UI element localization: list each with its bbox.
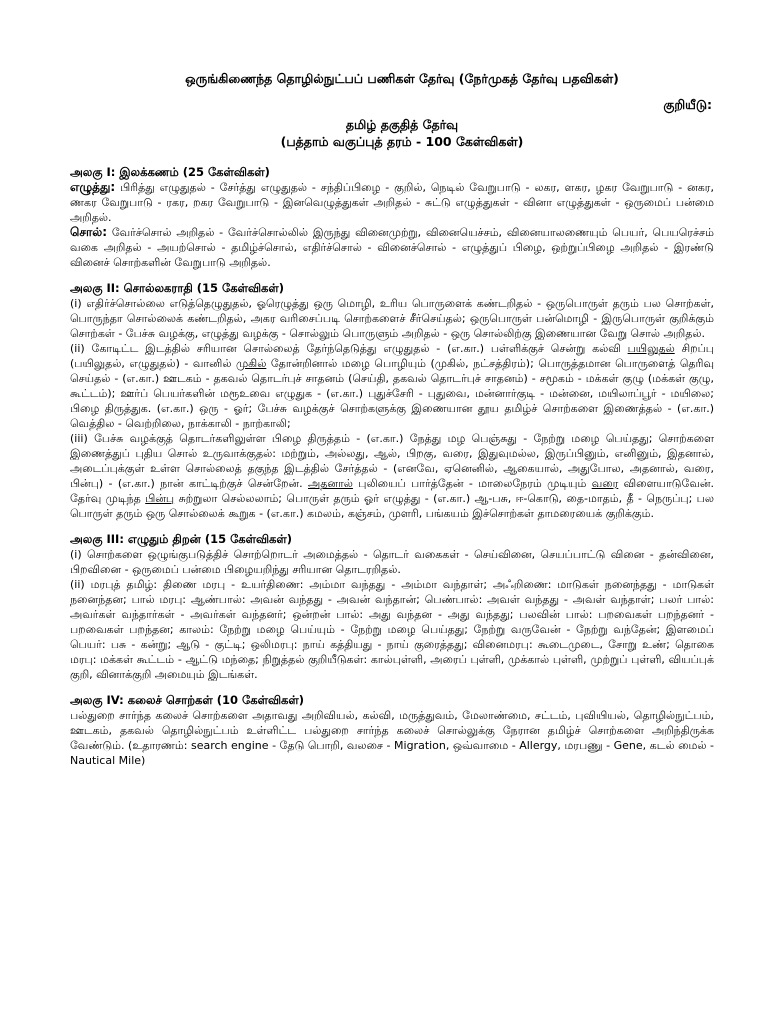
- unit-2-item-ii: [70, 341, 714, 431]
- unit-4-paragraph: பல்துறை சார்ந்த கலைச் சொற்களை அதாவது அறிவியல், கல்வி, மருத்துவம், மேலாண்மை, சட்டம், புவியியல், தொழில்நுட்பம், ஊடகம், தகவல் தொழில்நுட்பம் உள்ளிட்ட பல்துறை சார்ந்த கலைச் சொல்லுக்கு நேரான தமிழ்ச் சொற்களை அறிந்திருக்க வேண்டும். (உதாரணம்: search engine - தேடு பொறி, வலசை - Migration, ஒவ்வாமை - Allergy, மரபணு - Gene, கடல் மைல் - Nautical Mile): [70, 709, 714, 767]
- item-number: (i): [70, 548, 82, 561]
- underlined-word: பயிலுதல்: [627, 342, 675, 355]
- item-text: எதிர்ச்சொல்லை எடுத்தெழுதுதல், ஓரெழுத்து ஒரு மொழி, உரிய பொருளைக் கண்டறிதல் - ஒருபொருள் தரும் பல சொற்கள், பொருந்தா சொல்லைக் கண்டறிதல், அகர வரிசைப்படி சொற்களைச் சீர்செய்தல்; ஒருபொருள் பன்மொழி - இருபொருள் குறிக்கும் சொற்கள் - பேச்சு வழக்கு, எழுத்து வழக்கு - சொல்லும் பொருளும் அறிதல் - ஒரு சொல்லிற்கு இணையான வேறு சொல் அறிதல்.: [70, 297, 714, 340]
- letters-text: பிரித்து எழுதுதல் - சேர்த்து எழுதுதல் - சந்திப்பிழை - குறில், நெடில் வேறுபாடு - லகர, ளகர, ழகர வேறுபாடு - னகர, ணகர வேறுபாடு - ரகர, றகர வேறுபாடு - இனவெழுத்துகள் அறிதல் - சுட்டு எழுத்துகள் - வினா எழுத்துகள் - ஒருமைப் பன்மை அறிதல்.: [70, 181, 714, 224]
- unit-3-item-i: [70, 547, 714, 577]
- underlined-word: பின்பு: [145, 492, 175, 505]
- underlined-word: அதனால்: [308, 477, 353, 490]
- words-text: வேர்ச்சொல் அறிதல் - வேர்ச்சொல்லில் இருந்து வினைமுற்று, வினையெச்சம், வினையாலணையும் பெயர், பெயரெச்சம் வகை அறிதல் - அயற்சொல் - தமிழ்ச்சொல், எதிர்ச்சொல் - வினைச்சொல் - எழுத்துப் பிழை, ஒற்றுப்பிழை அறிதல் - இரண்டு வினைச் சொற்களின் வேறுபாடு அறிதல்.: [70, 226, 714, 269]
- item-number: (ii): [70, 578, 85, 591]
- item-text: சுற்றுலா செல்லலாம்; பொருள் தரும் ஓர் எழுத்து - (எ.கா.) ஆ-பசு, ஈ-கொடு, தை-மாதம், தீ - நெருப்பு; பல பொருள் தரும் ஒரு சொல்லைக் கூறுக - (எ.கா.) கமலம், கஞ்சம், முளரி, பங்கயம் இச்சொற்கள் தாமரையைக் குறிக்கும்.: [70, 492, 714, 520]
- unit-4-section: [70, 692, 714, 768]
- exam-subtitle: (பத்தாம் வகுப்புத் தரம் - 100 கேள்விகள்): [280, 134, 524, 149]
- unit-2-item-i: [70, 296, 714, 341]
- unit-2-item-iii: [70, 431, 714, 521]
- item-number: (ii): [70, 342, 85, 355]
- item-text: பேச்சு வழக்குத் தொடர்களிலுள்ள பிழை திருத்தம் - (எ.கா.) நேத்து மழ பெஞ்சுது - நேற்று மழை பெய்தது; சொற்களை இணைத்துப் புதிய சொல் உருவாக்குதல்: மற்றும், அல்லது, ஆல், பிறகு, வரை, இதுவுமல்ல, இருப்பினும், எனினும், இதனால், அடைப்புக்குள் உள்ள சொல்லைத் தகுந்த இடத்தில் சேர்த்தல் - (எனவே, ஏனெனில், ஆகையால், அதுபோல, அதனால், வரை, பின்பு) - (எ.கா.) நான் காட்டிற்குச் சென்றேன்.: [70, 432, 714, 490]
- exam-title: தமிழ் தகுதித் தேர்வு: [345, 117, 459, 132]
- item-number: (i): [70, 297, 82, 310]
- item-text: சொற்களை ஒழுங்குபடுத்திச் சொற்றொடர் அமைத்தல் - தொடர் வகைகள் - செய்வினை, செயப்பாட்டு வினை - தன்வினை, பிறவினை - ஒருமைப் பன்மை பிழையறிந்து சரியான தொடரறிதல்.: [70, 548, 714, 576]
- letters-label: எழுத்து:: [70, 180, 116, 194]
- unit-1-words-paragraph: [70, 225, 714, 270]
- unit-2-title: அலகு II: சொல்லகராதி (15 கேள்விகள்): [70, 281, 285, 295]
- underlined-word: வரை: [591, 477, 619, 490]
- item-text: புலியைப் பார்த்தேன் - மாலைநேரம் முடியும்: [352, 477, 592, 490]
- unit-3-item-ii: [70, 577, 714, 682]
- item-number: (iii): [70, 432, 88, 445]
- item-text: சிறப்பு (பயிலுதல், எழுதுதல்) - வானில்: [70, 342, 714, 370]
- unit-1-title: அலகு I: இலக்கணம் (25 கேள்விகள்): [70, 165, 270, 179]
- item-text: விளையாடுவேன். தேர்வு முடிந்த: [70, 477, 715, 505]
- unit-1-section: [70, 164, 714, 270]
- unit-1-letters-paragraph: [70, 180, 714, 225]
- unit-4-title: அலகு IV: கலைச் சொற்கள் (10 கேள்விகள்): [70, 693, 305, 707]
- underlined-word: முகில்: [235, 357, 267, 370]
- item-text: மரபுத் தமிழ்: திணை மரபு - உயர்திணை: அம்மா வந்தது - அம்மா வந்தாள்; அஃறிணை: மாடுகள் நனைந்தது - மாடுகள் நனைந்தன; பால் மரபு: ஆண்பால்: அவன் வந்தது - அவன் வந்தான்; பெண்பால்: அவள் வந்தது - அவள் வந்தாள்; பலர் பால்: அவர்கள் வந்தார்கள் - அவர்கள் வந்தனர்; ஒன்றன் பால்: அது வந்தன - அது வந்தது; பலவின் பால்: பறவைகள் பறந்தனர் - பறவைகள் பறந்தன; காலம்: நேற்று மழை பெய்யும் - நேற்று மழை பெய்தது; நேற்று வருவேன் - நேற்று வந்தேன்; இளமைப் பெயர்: பசு - கன்று; ஆடு - குட்டி; ஒலிமரபு: நாய் கத்தியது - நாய் குரைத்தது; வினைமரபு: கூடைமுடை, சோறு உண்; தொகை மரபு: மக்கள் கூட்டம் - ஆட்டு மந்தை; நிறுத்தல் குறியீடுகள்: கால்புள்ளி, அரைப் புள்ளி, முக்கால் புள்ளி, முற்றுப் புள்ளி, வியப்புக் குறி, வினாக்குறி அமையும் இடங்கள்.: [70, 578, 714, 681]
- item-text: கோடிட்ட இடத்தில் சரியான சொல்லைத் தேர்ந்தெடுத்து எழுதுதல் - (எ.கா.) பள்ளிக்குச் சென்று கல்வி: [84, 342, 628, 355]
- unit-3-section: [70, 531, 714, 682]
- item-text: தோன்றினால் மழை பொழியும் (முகில், நட்சத்திரம்); பொருத்தமான பொருளைத் தெரிவு செய்தல் - (எ.கா.) ஊடகம் - தகவல் தொடர்புச் சாதனம் (செய்தி, தகவல் தொடர்புச் சாதனம்) - சமூகம் - மக்கள் குழு (மக்கள் குழு, கூட்டம்); ஊர்ப் பெயர்களின் மரூஉவை எழுதுக - (எ.கா.) புதுச்சேரி - புதுவை, மன்னார்குடி - மன்னை, மயிலாப்பூர் - மயிலை; பிழை திருத்துக. (எ.கா.) ஒரு - ஓர்; பேச்சு வழக்குச் சொற்களுக்கு இணையான தூய தமிழ்ச் சொற்களை இணைத்தல் - (எ.கா.) வெத்தில - வெற்றிலை, நாக்காலி - நாற்காலி;: [70, 357, 714, 430]
- unit-2-section: [70, 280, 714, 521]
- words-label: சொல்:: [70, 225, 108, 239]
- code-label: குறியீடு:: [663, 97, 712, 112]
- unit-3-title: அலகு III: எழுதும் திறன் (15 கேள்விகள்): [70, 532, 293, 546]
- document-title: ஒருங்கிணைந்த தொழில்நுட்பப் பணிகள் தேர்வு (நேர்முகத் தேர்வு பதவிகள்): [185, 71, 619, 86]
